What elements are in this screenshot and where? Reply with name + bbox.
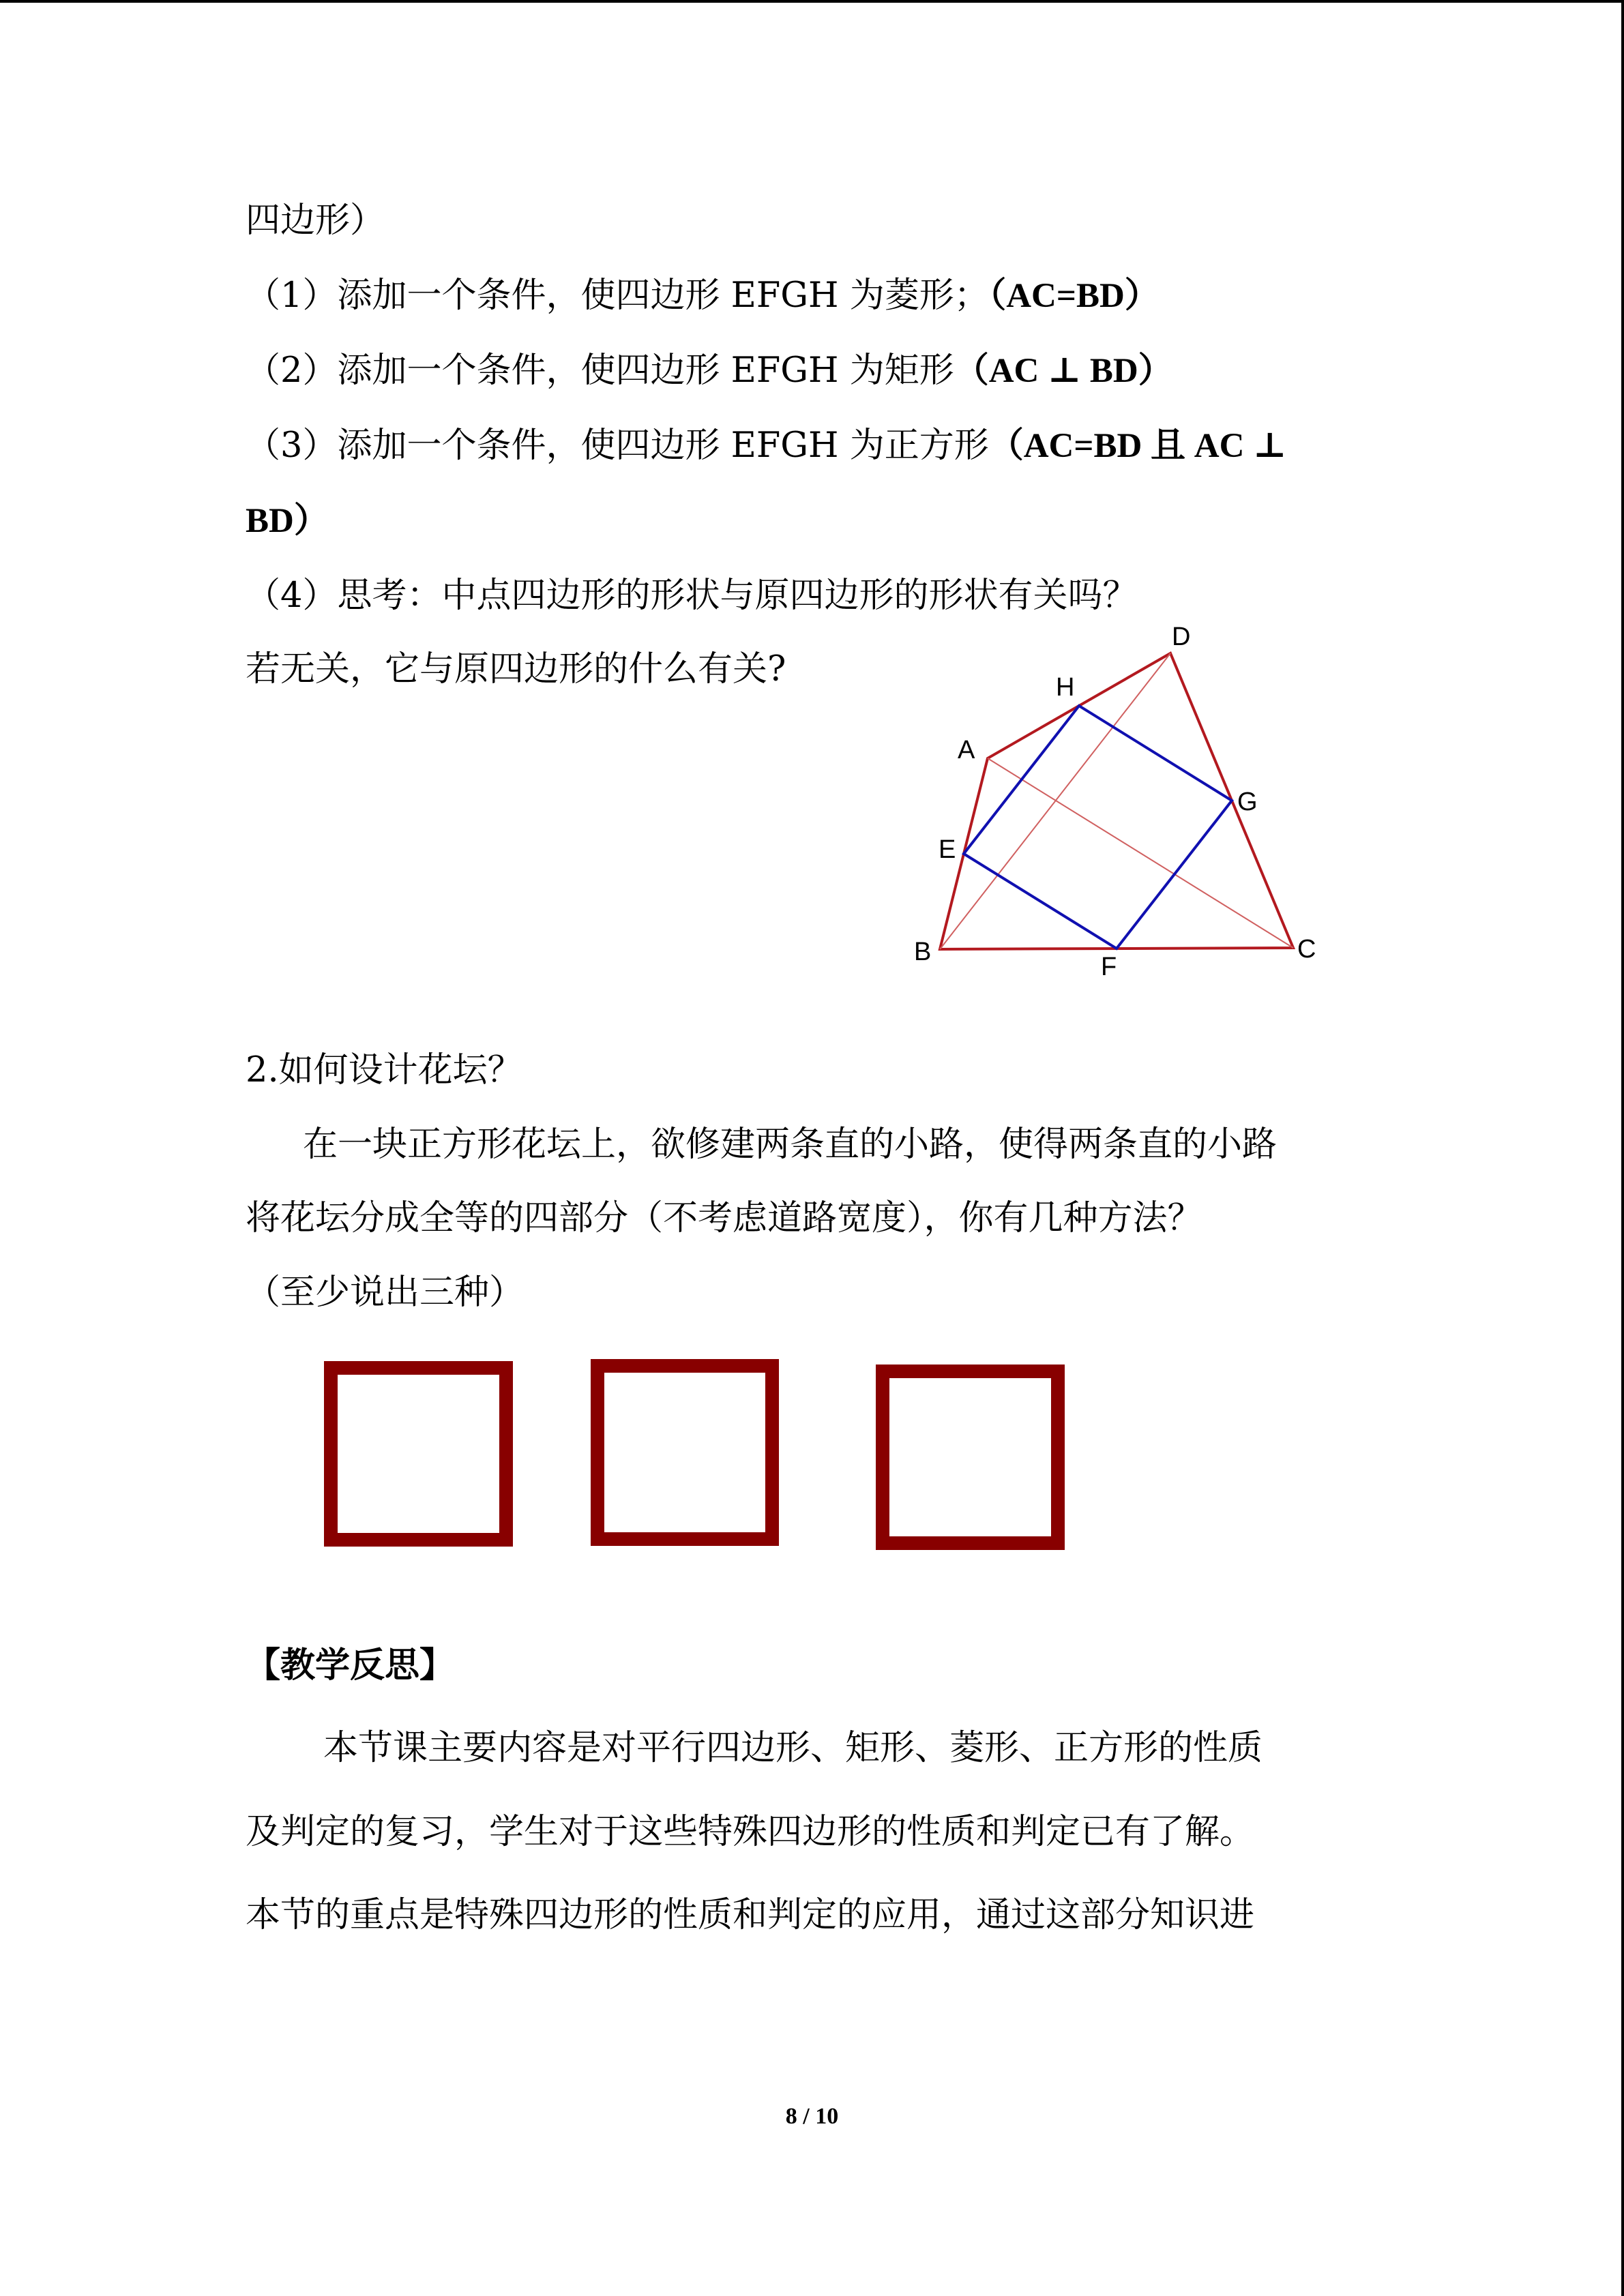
text-line: 四边形） bbox=[246, 200, 385, 241]
question-4-continued: 若无关，它与原四边形的什么有关? bbox=[246, 649, 786, 689]
question-2-text-2: 将花坛分成全等的四部分（不考虑道路宽度），你有几种方法？ bbox=[246, 1198, 1202, 1238]
label-b: B bbox=[914, 938, 932, 966]
label-h: H bbox=[1056, 673, 1075, 702]
question-2-text-3: （至少说出三种） bbox=[246, 1272, 525, 1313]
label-c: C bbox=[1297, 935, 1316, 964]
question-2-text-1: 在一块正方形花坛上，欲修建两条直的小路，使得两条直的小路 bbox=[303, 1124, 1278, 1165]
flowerbed-square-1 bbox=[324, 1361, 513, 1547]
condition-3-continued: BD） bbox=[246, 502, 329, 540]
label-e: E bbox=[939, 835, 956, 864]
reflection-paragraph-line-1: 本节课主要内容是对平行四边形、矩形、菱形、正方形的性质 bbox=[323, 1728, 1263, 1768]
page-border-top bbox=[0, 0, 1624, 3]
flowerbed-square-2 bbox=[591, 1359, 779, 1546]
diagonal-bd bbox=[940, 653, 1170, 949]
label-a: A bbox=[958, 736, 975, 764]
condition-3: （3）添加一个条件，使四边形 EFGH 为正方形（AC=BD 且 AC ⊥ bbox=[246, 426, 1287, 466]
reflection-paragraph-line-3: 本节的重点是特殊四边形的性质和判定的应用，通过这部分知识进 bbox=[246, 1895, 1255, 1935]
question-4: （4）思考：中点四边形的形状与原四边形的形状有关吗？ bbox=[246, 576, 1138, 616]
flowerbed-square-3 bbox=[876, 1365, 1065, 1550]
midpoint-quadrilateral-figure bbox=[887, 607, 1350, 989]
question-2-title: 2.如何设计花坛？ bbox=[246, 1050, 522, 1090]
section-heading: 【教学反思】 bbox=[246, 1645, 455, 1686]
condition-2: （2）添加一个条件，使四边形 EFGH 为矩形（AC ⊥ BD） bbox=[246, 351, 1173, 391]
label-f: F bbox=[1101, 953, 1117, 981]
condition-1: （1）添加一个条件，使四边形 EFGH 为菱形；（AC=BD） bbox=[246, 275, 1160, 316]
page-number: 8 / 10 bbox=[785, 2104, 839, 2129]
label-g: G bbox=[1237, 788, 1258, 816]
figure-svg bbox=[887, 607, 1350, 989]
reflection-paragraph-line-2: 及判定的复习，学生对于这些特殊四边形的性质和判定已有了解。 bbox=[246, 1812, 1255, 1852]
page-border-right bbox=[1621, 0, 1624, 2296]
label-d: D bbox=[1172, 623, 1191, 651]
